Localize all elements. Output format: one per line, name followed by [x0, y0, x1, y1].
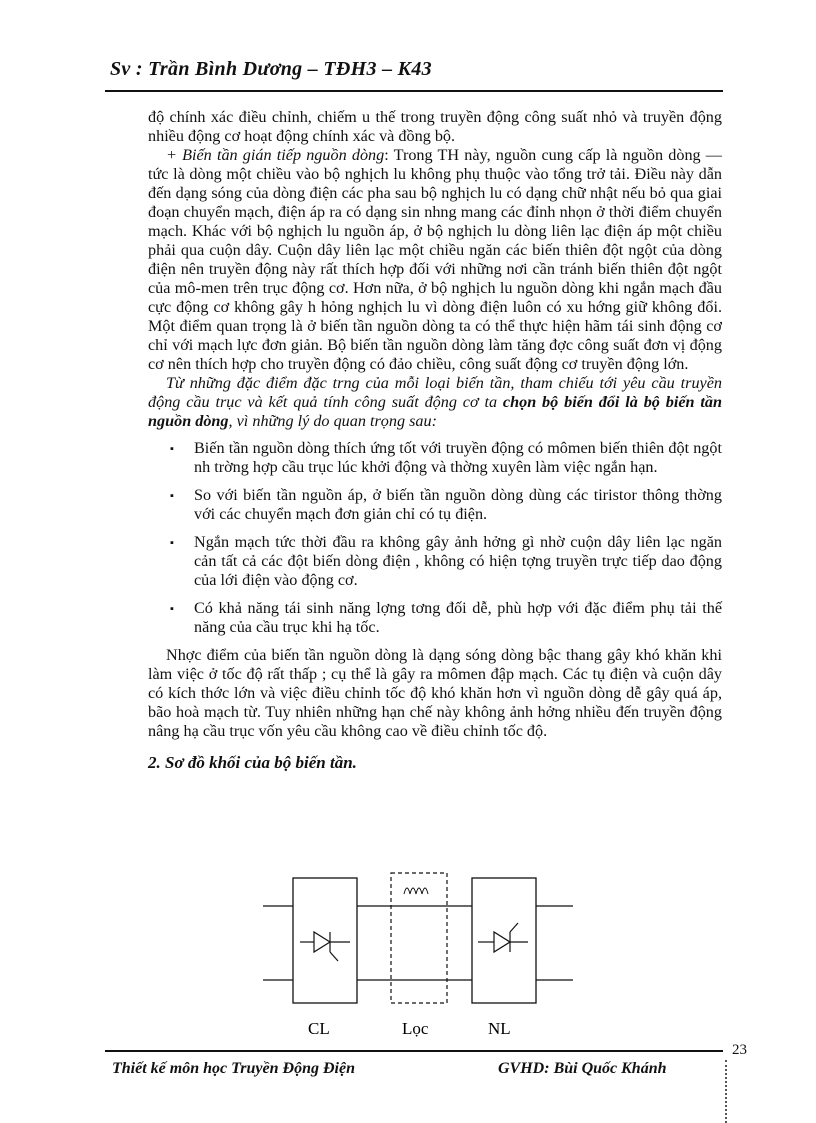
footer-advisor-label: GVHD [498, 1060, 545, 1077]
paragraph-2-rest: : Trong TH này, nguồn cung cấp là nguồn dòng — tức là dòng một chiều vào bộ nghịch lu không phụ thuộc vào tổng trở tải. Điều này dẫn đến dạng sóng của dòng điện các pha sau bộ nghịch lu có dạng chữ nhật nếu bỏ qua giai đoạn chuyển mạch, điện áp ra có dạng sin nhng mang các đỉnh nhọn ở thời điểm chuyển mạch. Khác với bộ nghịch lu nguồn áp, ở bộ nghịch lu dòng liên lạc điện áp một chiều phải qua cuộn dây. Cuộn dây liên lạc một chiều ngăn các biến thiên đột ngột của dòng điện nên truyền động này rất thích hợp đối với những nơi cần tránh biến thiên đột ngột của mô-men trên trục động cơ. Hơn nữa, ở bộ nghịch lu nguồn dòng khi ngắn mạch đầu cực động cơ không gây h hỏng nghịch lu vì dòng điện luôn có xu hớng giữ không đổi. Một điểm quan trọng là ở biến tần nguồn dòng ta có thể thực hiện hãm tái sinh động cơ chỉ với mạch lực đơn giản. Bộ biến tần nguồn dòng làm tăng đợc công suất đơn vị động cơ nên thích hợp cho truyền động có đảo chiều, công suất động cơ truyền động lớn. [148, 146, 722, 373]
footer-advisor-name: : Bùi Quốc Khánh [544, 1060, 667, 1077]
margin-line [725, 1060, 727, 1123]
bullet-icon: ▪ [170, 490, 174, 502]
section-title: 2. Sơ đồ khối của bộ biến tần. [148, 753, 357, 772]
paragraph-2-lead: + Biến tần gián tiếp nguồn dòng [166, 146, 385, 164]
footer-advisor [498, 1060, 667, 1078]
output-wires [536, 906, 573, 980]
dc-link-wires [357, 906, 472, 980]
thyristor-icon [478, 923, 528, 952]
label-loc: Lọc [402, 1019, 429, 1038]
bullet-icon: ▪ [170, 603, 174, 615]
list-item [148, 599, 722, 637]
inverter-block [472, 878, 536, 1003]
page-number: 23 [732, 1042, 747, 1058]
page-header: Sv : Trần Bình Dương – TĐH3 – K43 [110, 58, 432, 80]
footer-course-title: Thiết kế môn học Truyền Động Điện [112, 1060, 355, 1077]
list-item [148, 533, 722, 590]
inductor-icon [404, 888, 428, 894]
footer-rule [105, 1050, 723, 1052]
list-item-text: Ngắn mạch tức thời đầu ra không gây ảnh hởng gì nhờ cuộn dây liên lạc ngăn cản tất cả các đột biến dòng điện , không có hiện tợng truyền trực tiếp dao động của lới điện vào động cơ. [194, 533, 722, 589]
thyristor-icon [300, 932, 350, 961]
label-nl: NL [488, 1019, 511, 1038]
paragraph-3-bold: chọn bộ biến đổi là bộ biến tần nguồn dòng [148, 393, 722, 430]
input-wires [263, 906, 293, 980]
bullet-list [148, 439, 722, 637]
list-item-text: Có khả năng tái sinh năng lợng tơng đối dễ, phù hợp với đặc điểm phụ tải thế năng của cầu trục khi hạ tốc. [194, 599, 722, 636]
rectifier-block [293, 878, 357, 1003]
bullet-icon: ▪ [170, 537, 174, 549]
paragraph-3 [148, 374, 722, 431]
document-body [148, 108, 722, 772]
label-cl: CL [308, 1019, 330, 1038]
paragraph-2 [148, 146, 722, 374]
bullet-icon: ▪ [170, 443, 174, 455]
filter-block [391, 873, 447, 1003]
block-diagram [258, 868, 578, 1048]
list-item-text: Biến tần nguồn dòng thích ứng tốt với truyền động có mômen biến thiên đột ngột nh trờng hợp cầu trục lúc khởi động và thờng xuyên làm việc ngắn hạn. [194, 439, 722, 476]
header-rule [105, 90, 723, 92]
paragraph-4: Nhợc điểm của biến tần nguồn dòng là dạng sóng dòng bậc thang gây khó khăn khi làm việc ở tốc độ rất thấp ; cụ thể là gây ra mômen đập mạch. Các tụ điện và cuộn dây có kích thớc lớn và việc điều chỉnh tốc độ khó khăn hơn vì nguồn dòng dễ gây quá áp, bão hoà mạch từ. Tuy nhiên những hạn chế này không ảnh hởng nhiều đến truyền động nâng hạ cầu trục vốn yêu cầu không cao về điều chỉnh tốc độ. [148, 646, 722, 740]
list-item [148, 439, 722, 477]
paragraph-3-b: , vì những lý do quan trọng sau: [228, 412, 437, 430]
paragraph-3-a: Từ những đặc điểm đặc trng của mỗi loại biến tần, tham chiếu tới yêu cầu truyền động cầu trục và kết quả tính công suất động cơ ta [148, 374, 722, 411]
paragraph-1: độ chính xác điều chỉnh, chiếm u thế trong truyền động công suất nhỏ và truyền động nhiều động cơ hoạt động chính xác và đồng bộ. [148, 108, 722, 145]
list-item [148, 486, 722, 524]
list-item-text: So với biến tần nguồn áp, ở biến tần nguồn dòng dùng các tiristor thông thờng với các chuyển mạch đơn giản chỉ có tụ điện. [194, 486, 722, 523]
